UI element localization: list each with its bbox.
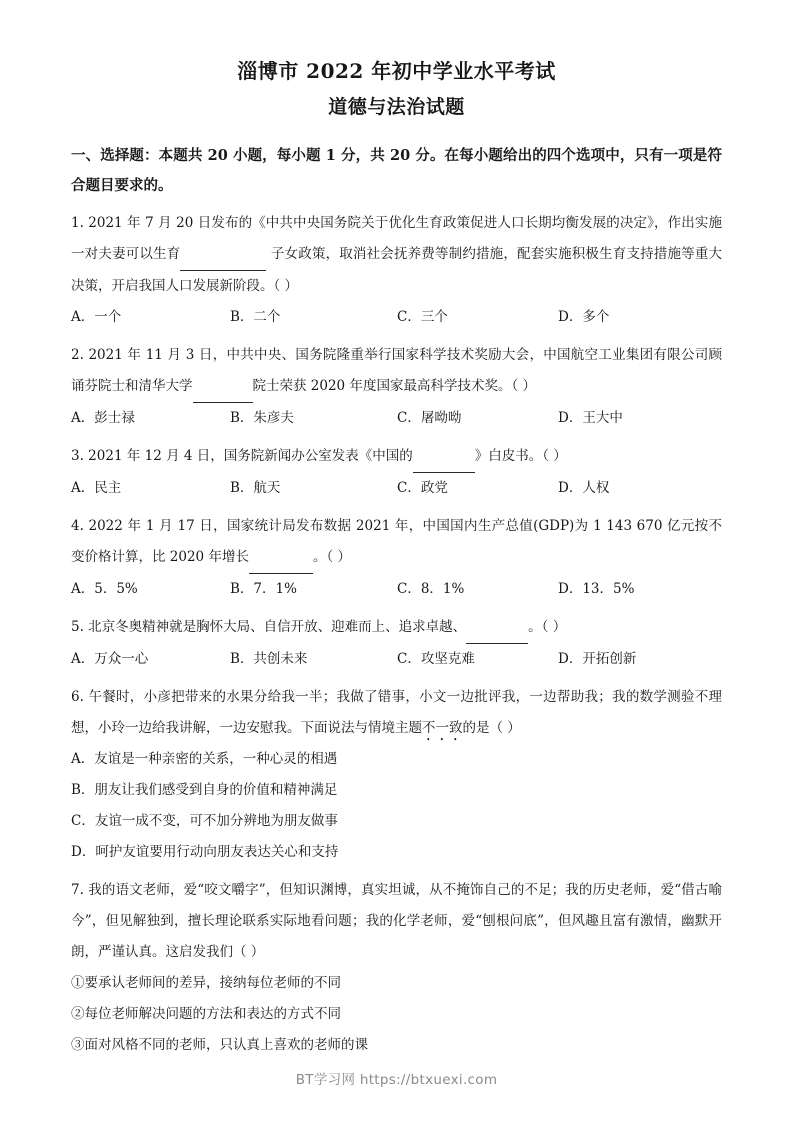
question-2-options bbox=[71, 403, 722, 434]
question-6-option-d[interactable]: D．呵护友谊要用行动向朋友表达关心和支持 bbox=[71, 843, 339, 860]
question-5-option-c[interactable]: C．攻坚克难 bbox=[397, 650, 475, 667]
question-3-stem-part2: 》白皮书。（ ） bbox=[474, 447, 567, 464]
question-3-stem-part1: 3. 2021 年 12 月 4 日，国务院新闻办公室发表《中国的 bbox=[71, 447, 413, 464]
question-2-blank bbox=[193, 371, 253, 403]
question-4-options bbox=[71, 574, 722, 605]
question-3-option-b[interactable]: B．航天 bbox=[230, 479, 281, 496]
question-7-stem: 7. 我的语文老师，爱“咬文嚼字”，但知识渊博，真实坦诚，从不掩饰自己的不足；我的历史老师，爱“借古喻今”，但见解独到，擅长理论联系实际地看问题；我的化学老师，爱“刨根问底”，但风趣且富有激情，幽默开朗，严谨认真。这启发我们（ ） bbox=[71, 881, 722, 960]
page-subtitle: 道德与法治试题 bbox=[328, 96, 465, 118]
question-6 bbox=[71, 682, 722, 868]
question-4-option-b[interactable]: B．7．1% bbox=[230, 580, 297, 597]
question-6-option-c[interactable]: C．友谊一成不变，可不加分辨地为朋友做事 bbox=[71, 812, 338, 829]
question-1-blank bbox=[180, 239, 266, 271]
question-7-option-1[interactable]: ①要承认老师间的差异，接纳每位老师的不同 bbox=[71, 974, 341, 991]
question-1-options bbox=[71, 302, 722, 333]
question-4-option-d[interactable]: D．13．5% bbox=[558, 580, 635, 597]
question-2-stem-part2: 院士荣获 2020 年度国家最高科学技术奖。（ ） bbox=[252, 377, 536, 394]
question-2-stem bbox=[71, 340, 722, 403]
question-4-blank bbox=[249, 542, 313, 574]
question-2-option-a[interactable]: A．彭士禄 bbox=[71, 409, 135, 426]
question-6-options bbox=[71, 744, 722, 868]
question-2-stem-part1: 2. 2021 年 11 月 3 日，中共中央、国务院隆重举行国家科学技术奖励大会，中国航空工业集团有限公司顾诵芬院士和清华大学 bbox=[71, 346, 722, 394]
footer-watermark: BT学习网 https://btxuexi.com bbox=[295, 1072, 498, 1088]
question-4-stem-part2: 。（ ） bbox=[312, 548, 351, 565]
question-3 bbox=[71, 441, 722, 504]
question-3-option-d[interactable]: D．人权 bbox=[558, 479, 610, 496]
question-7-options bbox=[71, 968, 722, 1061]
question-1-stem-part2: 子女政策，取消社会抚养费等制约措施，配套实施积极生育支持措施等重大决策，开启我国人口发展新阶段。（ ） bbox=[71, 245, 722, 294]
question-4 bbox=[71, 511, 722, 605]
question-1-option-a[interactable]: A．一个 bbox=[71, 308, 122, 325]
page-content bbox=[71, 58, 722, 1061]
question-2-option-d[interactable]: D．王大中 bbox=[558, 409, 623, 426]
question-7 bbox=[71, 875, 722, 1061]
question-5-option-a[interactable]: A．万众一心 bbox=[71, 650, 149, 667]
question-5 bbox=[71, 612, 722, 675]
question-5-stem-part1: 5. 北京冬奥精神就是胸怀大局、自信开放、迎难而上、追求卓越、 bbox=[71, 618, 467, 635]
question-2-option-b[interactable]: B．朱彦夫 bbox=[230, 409, 294, 426]
question-3-options bbox=[71, 473, 722, 504]
question-3-blank bbox=[413, 441, 475, 473]
question-5-options bbox=[71, 644, 722, 675]
question-3-option-c[interactable]: C．政党 bbox=[397, 479, 448, 496]
question-5-stem bbox=[71, 612, 722, 644]
question-6-stem bbox=[71, 682, 722, 744]
question-1-option-d[interactable]: D．多个 bbox=[558, 308, 610, 325]
question-2-option-c[interactable]: C．屠呦呦 bbox=[397, 409, 462, 426]
question-3-stem bbox=[71, 441, 722, 473]
question-1-stem-part1: 1. 2021 年 7 月 20 日发布的《中共中央国务院关于优化生育政策促进人口长期均衡发展的决定》，作出实施一对夫妻可以生育 bbox=[71, 214, 722, 262]
question-6-stem-after-emphasis: 的是（ ） bbox=[462, 719, 521, 736]
question-3-option-a[interactable]: A．民主 bbox=[71, 479, 122, 496]
question-5-option-b[interactable]: B．共创未来 bbox=[230, 650, 308, 667]
question-2 bbox=[71, 340, 722, 434]
question-4-stem bbox=[71, 511, 722, 574]
question-4-stem-part1: 4. 2022 年 1 月 17 日，国家统计局发布数据 2021 年，中国国内生产总值(GDP)为 1 143 670 亿元按不变价格计算，比 2020 年增长 bbox=[71, 517, 722, 565]
question-5-blank bbox=[466, 612, 528, 644]
question-1-option-b[interactable]: B．二个 bbox=[230, 308, 281, 325]
question-1-option-c[interactable]: C．三个 bbox=[397, 308, 448, 325]
question-4-option-a[interactable]: A．5．5% bbox=[71, 580, 138, 597]
section-heading: 一、选择题：本题共 20 小题，每小题 1 分，共 20 分。在每小题给出的四个选项中，只有一项是符合题目要求的。 bbox=[71, 146, 722, 194]
question-6-option-a[interactable]: A．友谊是一种亲密的关系，一种心灵的相遇 bbox=[71, 750, 338, 767]
question-1-stem bbox=[71, 208, 722, 302]
question-7-option-3[interactable]: ③面对风格不同的老师，只认真上喜欢的老师的课 bbox=[71, 1036, 368, 1053]
question-6-option-b[interactable]: B．朋友让我们感受到自身的价值和精神满足 bbox=[71, 781, 338, 798]
question-5-stem-part2: 。（ ） bbox=[528, 618, 567, 635]
page-title: 淄博市 2022 年初中学业水平考试 bbox=[237, 59, 556, 83]
question-1 bbox=[71, 208, 722, 333]
question-7-option-2[interactable]: ②每位老师解决问题的方法和表达的方式不同 bbox=[71, 1005, 341, 1022]
question-6-stem-before-emphasis: 6. 午餐时，小彦把带来的水果分给我一半；我做了错事，小文一边批评我，一边帮助我；我的数学测验不理想，小玲一边给我讲解，一边安慰我。下面说法与情境主题 bbox=[71, 688, 722, 736]
question-5-option-d[interactable]: D．开拓创新 bbox=[558, 650, 637, 667]
question-4-option-c[interactable]: C．8．1% bbox=[397, 580, 465, 597]
question-6-stem-emphasis: 不一致 bbox=[422, 719, 463, 736]
